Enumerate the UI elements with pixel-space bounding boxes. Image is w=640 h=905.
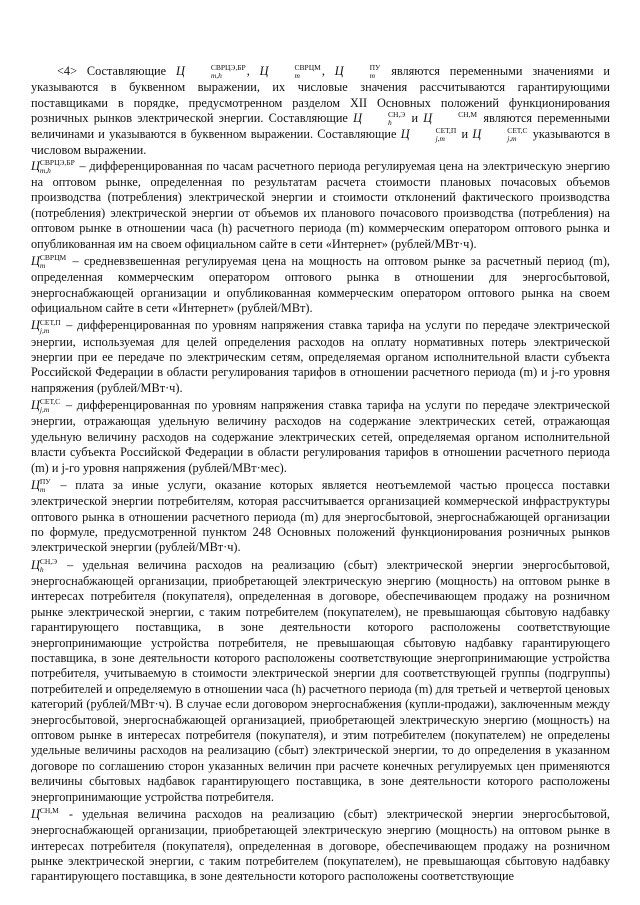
formula-symbol: Ц ПУ m [31, 477, 51, 495]
footnote-4: <4> Составляющие Ц СВРЦЭ,БР m,h , Ц СВРЦМ m , Ц ПУ m являются переменными значениями и указываются в буквенном выражении, их числовые значения рассчитываются гарантирующими поставщиками в порядке, предусмотренном разделом XII Основных положений функционирования розничных рынков электрической энергии. Составляющие Ц СН,Э h и Ц СН,М являются переменными величинами и указываются в буквенном выражении. Составляющие Ц СЕТ,П j,m и Ц СЕТ,С j,m указываются в числовом выражении. [31, 63, 611, 158]
formula-symbol: Ц СН,Э h [31, 556, 58, 574]
formula-symbol: Ц ПУ m [334, 63, 381, 81]
formula-symbol: Ц СН,М [423, 110, 478, 125]
formula-symbol: Ц СЕТ,П j,m [400, 126, 457, 144]
definition-paragraph [31, 159, 610, 252]
formula-symbol: Ц СВРЦЭ,БР m,h [31, 157, 75, 175]
definition-text: – средневзвешенная регулируемая цена на мощность на оптовом рынке за расчетный период (m), определенная коммерческим оператором оптового рынка в отношении для энергосбытовой, энергоснабжающей организации и опубликованная коммерческим оператором оптового рынка на своем официальном сайте в сети «Интернет» (рублей/МВт). [31, 253, 610, 315]
definition-text: – плата за иные услуги, оказание которых является неотъемлемой частью процесса поставки электрической энергии потребителям, которая рассчитывается организацией коммерческой инфраструктуры оптового рынка в отношении расчетного периода (m) для энергосбытовой, энергоснабжающей организации по формуле, предусмотренной пунктом 248 Основных положений функционирования розничных рынков электрической энергии (рублей/МВт·ч). [31, 477, 610, 555]
definition-text: – дифференцированная по часам расчетного периода регулируемая цена на электрическую энергию на оптовом рынке, определенная по результатам расчета стоимости плановых почасовых объемов производства (потребления) электрической энергии и стоимости отклонений фактического производства (потребления) электрической энергии от объемов их планового почасового производства (потребления) на оптовом рынке в отношении часа (h) расчетного периода (m) коммерческим оператором оптового рынка и опубликованная им на своем официальном сайте в сети «Интернет» (рублей/МВт·ч). [31, 158, 610, 251]
formula-symbol: Ц СВРЦЭ,БР m,h [175, 63, 246, 81]
definition-text: – дифференцированная по уровням напряжения ставка тарифа на услуги по передаче электрической энергии, используемая для целей определения расходов на оплату нормативных потерь электрической энергии при ее передаче по электрическим сетям, определяемая органом исполнительной власти субъекта Российской Федерации в области регулирования тарифов в отношении расчетного периода (m) и j-го уровня напряжения (рублей/МВт·ч). [31, 318, 610, 395]
formula-symbol: Ц СН,М [31, 806, 59, 821]
formula-symbol: Ц СН,Э h [353, 110, 406, 128]
formula-symbol: Ц СЕТ,С j,m [472, 126, 528, 144]
definition-paragraph [31, 807, 610, 885]
definition-text: – дифференцированная по уровням напряжения ставка тарифа на услуги по передаче электрической энергии, отражающая удельную величину расходов на содержание электрических сетей, отражающая удельную величину расходов на содержание электрических сетей, определяемая органом исполнительной власти субъекта Российской Федерации в области регулирования тарифов в отношении расчетного периода (m) и j-го уровня напряжения (рублей/МВт·мес). [31, 398, 610, 475]
formula-symbol: Ц СВРЦМ m [259, 63, 321, 81]
definition-paragraph [31, 558, 610, 805]
definition-paragraph [31, 398, 610, 476]
definitions-list [31, 159, 610, 885]
definition-paragraph [31, 478, 610, 556]
definition-text: - удельная величина расходов на реализацию (сбыт) электрической энергии энергосбытовой, энергоснабжающей организации, приобретающей электрическую энергию (мощность) на оптовом рынке в интересах потребителя (покупателя), определенная в договоре, обеспечивающем продажу на розничном рынке электрической энергии, с таким потребителем (покупателем), не превышающая сбытовую надбавку гарантирующего поставщика, в зоне деятельности которого расположены соответствующие [31, 806, 610, 884]
formula-symbol: Ц СЕТ,П j,m [31, 317, 61, 335]
formula-symbol: Ц СВРЦМ m [31, 253, 67, 271]
definition-paragraph [31, 318, 610, 396]
definition-text: – удельная величина расходов на реализацию (сбыт) электрической энергии энергосбытовой, энергоснабжающей организации, приобретающей электрическую энергию (мощность) на оптовом рынке в интересах потребителя (покупателя), определенная в договоре, обеспечивающем продажу на розничном рынке электрической энергии, с таким потребителем (покупателем), не превышающая сбытовую надбавку гарантирующего поставщика, в зоне деятельности которого расположены соответствующие энергопринимающие устройства потребителя, не превышающая сбытовую надбавку гарантирующего поставщика, в зоне деятельности которого расположены соответствующие энергопринимающие устройства потребителя, учитываемую в стоимости электрической энергии для соответствующей группы (подгруппы) потребителей и определяемую в отношении часа (h) расчетного периода (m) для третьей и четвертой ценовых категорий (рублей/МВт·ч). В случае если договором энергоснабжения (купли-продажи), заключенным между энергосбытовой, энергоснабжающей организацией, приобретающей электрическую энергию (мощность) на оптовом рынке в интересах потребителя (покупателя), и этим потребителем (покупателем) не определены удельные величины расходов на реализацию (сбыт) электрической энергии, то до определения в указанном договоре по соглашению сторон указанных величин при расчете конечных регулируемых цен применяются величины сбытовых надбавок гарантирующего поставщика, в зоне деятельности которого расположены энергопринимающие устройства потребителя. [31, 557, 610, 804]
formula-symbol: Ц СЕТ,С j,m [31, 397, 61, 415]
definition-paragraph [31, 254, 610, 316]
